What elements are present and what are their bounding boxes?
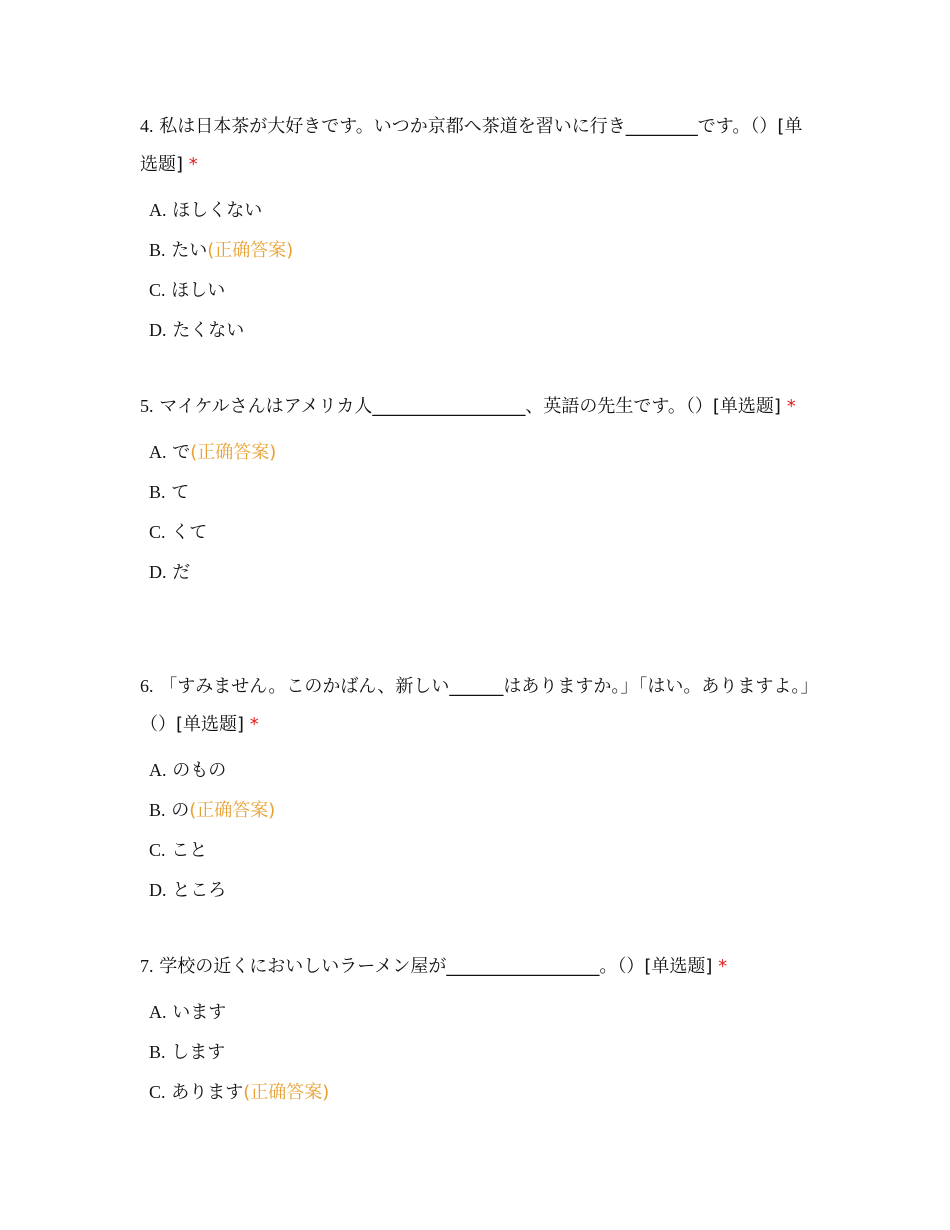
option-text: くて bbox=[171, 522, 208, 543]
question-title bbox=[140, 947, 820, 986]
question-number: 6. bbox=[140, 676, 154, 696]
option-b[interactable] bbox=[149, 790, 820, 830]
option-letter: B. bbox=[149, 240, 166, 260]
option-a[interactable] bbox=[149, 992, 820, 1032]
required-mark: * bbox=[188, 154, 198, 175]
option-letter: C. bbox=[149, 522, 166, 542]
correct-answer-tag: (正确答案) bbox=[207, 240, 294, 261]
option-letter: D. bbox=[149, 880, 167, 900]
option-list bbox=[149, 750, 820, 910]
option-letter: A. bbox=[149, 1002, 167, 1022]
question-5 bbox=[140, 387, 820, 592]
question-number: 7. bbox=[140, 956, 154, 976]
question-number: 4. bbox=[140, 116, 154, 136]
option-letter: C. bbox=[149, 1082, 166, 1102]
option-text: のもの bbox=[172, 760, 227, 781]
option-c[interactable] bbox=[149, 830, 820, 870]
option-text: ほしくない bbox=[172, 200, 263, 221]
option-letter: D. bbox=[149, 320, 167, 340]
option-letter: A. bbox=[149, 760, 167, 780]
option-letter: B. bbox=[149, 1042, 166, 1062]
option-letter: C. bbox=[149, 840, 166, 860]
question-title bbox=[140, 667, 820, 744]
option-a[interactable] bbox=[149, 432, 820, 472]
correct-answer-tag: (正确答案) bbox=[190, 442, 277, 463]
question-text: 学校の近くにおいしいラーメン屋が_________________。（）[单选题] bbox=[159, 956, 713, 977]
option-list bbox=[149, 992, 820, 1112]
option-text: で bbox=[172, 442, 191, 463]
option-a[interactable] bbox=[149, 190, 820, 230]
option-b[interactable] bbox=[149, 230, 820, 270]
option-text: たくない bbox=[172, 320, 245, 341]
option-text: ところ bbox=[172, 880, 227, 901]
option-letter: C. bbox=[149, 280, 166, 300]
question-4 bbox=[140, 107, 820, 350]
question-6 bbox=[140, 667, 820, 910]
option-text: ほしい bbox=[171, 280, 226, 301]
correct-answer-tag: (正确答案) bbox=[189, 800, 276, 821]
option-list bbox=[149, 190, 820, 350]
option-letter: A. bbox=[149, 442, 167, 462]
required-mark: * bbox=[249, 714, 259, 735]
correct-answer-tag: (正确答案) bbox=[243, 1082, 330, 1103]
option-text: います bbox=[172, 1002, 227, 1023]
question-title bbox=[140, 107, 820, 184]
question-text: 私は日本茶が大好きです。いつか京都へ茶道を習いに行き________です。（）[单选题] bbox=[140, 116, 803, 175]
option-b[interactable] bbox=[149, 472, 820, 512]
option-c[interactable] bbox=[149, 1072, 820, 1112]
option-text: たい bbox=[171, 240, 208, 261]
option-letter: D. bbox=[149, 562, 167, 582]
required-mark: * bbox=[786, 396, 796, 417]
question-text: 「すみません。このかばん、新しい______はありますか。」「はい。ありますよ。」（）[单选题] bbox=[140, 676, 819, 735]
option-text: あります bbox=[171, 1082, 244, 1103]
option-letter: B. bbox=[149, 482, 166, 502]
question-number: 5. bbox=[140, 396, 154, 416]
option-a[interactable] bbox=[149, 750, 820, 790]
option-text: の bbox=[171, 800, 190, 821]
required-mark: * bbox=[718, 956, 728, 977]
question-text: マイケルさんはアメリカ人_________________、英語の先生です。（）[单选题] bbox=[159, 396, 781, 417]
option-text: だ bbox=[172, 562, 191, 583]
option-list bbox=[149, 432, 820, 592]
option-letter: B. bbox=[149, 800, 166, 820]
option-d[interactable] bbox=[149, 310, 820, 350]
option-text: こと bbox=[171, 840, 208, 861]
option-d[interactable] bbox=[149, 552, 820, 592]
option-letter: A. bbox=[149, 200, 167, 220]
question-7 bbox=[140, 947, 820, 1112]
option-d[interactable] bbox=[149, 870, 820, 910]
option-text: します bbox=[171, 1042, 226, 1063]
option-c[interactable] bbox=[149, 270, 820, 310]
option-text: て bbox=[171, 482, 190, 503]
option-b[interactable] bbox=[149, 1032, 820, 1072]
question-title bbox=[140, 387, 820, 426]
option-c[interactable] bbox=[149, 512, 820, 552]
